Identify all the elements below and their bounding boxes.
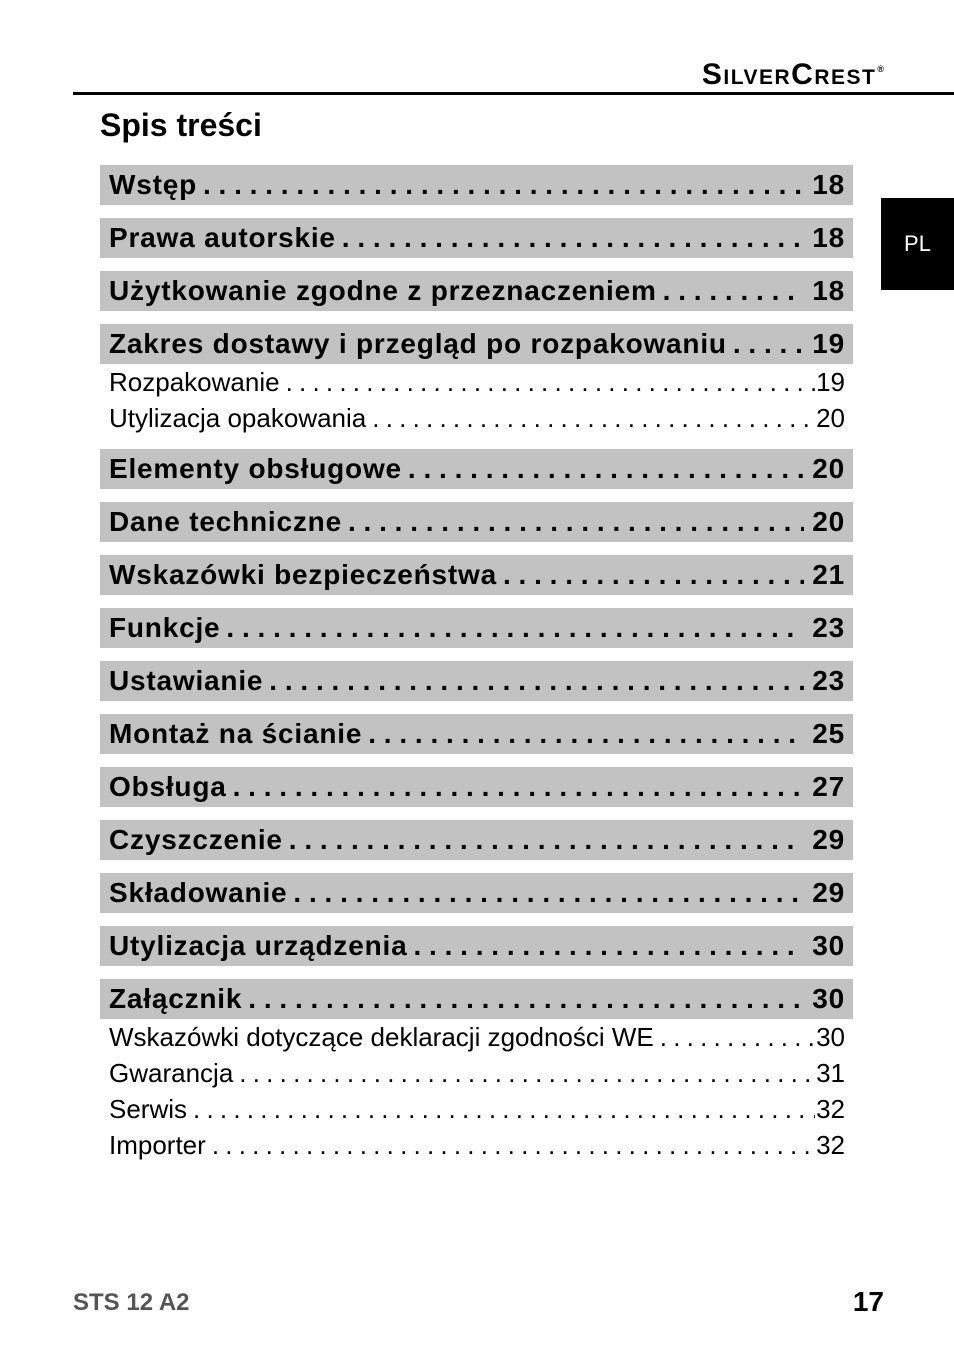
toc-subsection-page: 32 (816, 1094, 845, 1124)
toc-entry-skladowanie (100, 873, 853, 913)
toc-section-bar (100, 165, 853, 205)
dot-leader (193, 1091, 815, 1127)
toc-subentry-importer (100, 1127, 853, 1163)
brand-name: SilverCrest (701, 58, 877, 91)
dot-leader (660, 1019, 815, 1055)
toc-subsection-title: Gwarancja (109, 1058, 234, 1088)
toc-subsection-page: 20 (816, 403, 845, 433)
toc-entry-uzytkowanie (100, 271, 853, 311)
toc-section-bar (100, 324, 853, 364)
dot-leader (203, 165, 804, 205)
dot-leader (212, 1127, 815, 1163)
toc-entry-prawa-autorskie (100, 218, 853, 258)
toc-section-page: 29 (812, 877, 845, 908)
registered-mark: ® (877, 64, 884, 74)
dot-leader (372, 400, 815, 436)
toc-entry-zalacznik (100, 979, 853, 1163)
toc-section-title: Wskazówki bezpieczeństwa (109, 559, 497, 590)
toc-subsection-page: 19 (816, 367, 845, 397)
toc-section-page: 20 (812, 453, 845, 484)
dot-leader (248, 979, 804, 1019)
toc-section-title: Zakres dostawy i przegląd po rozpakowaniu (109, 328, 727, 359)
toc-section-page: 23 (812, 612, 845, 643)
dot-leader (733, 324, 804, 364)
toc-section-page: 23 (812, 665, 845, 696)
toc-section-bar (100, 271, 853, 311)
brand-logo (702, 51, 884, 93)
toc-section-page: 18 (812, 275, 845, 306)
toc-entry-funkcje (100, 608, 853, 648)
toc-subentry-utylizacja-opakowania (100, 400, 853, 436)
toc-subentry-serwis (100, 1091, 853, 1127)
toc-subentry-rozpakowanie (100, 364, 853, 400)
toc-section-title: Prawa autorskie (109, 222, 336, 253)
toc-section-page: 18 (812, 222, 845, 253)
toc-section-bar (100, 873, 853, 913)
toc-section-title: Utylizacja urządzenia (109, 930, 408, 961)
toc-section-title: Użytkowanie zgodne z przeznaczeniem (109, 275, 657, 306)
table-of-contents (100, 165, 853, 1176)
toc-section-bar (100, 449, 853, 489)
toc-section-page: 29 (812, 824, 845, 855)
toc-section-bar (100, 218, 853, 258)
toc-subsection-page: 30 (816, 1022, 845, 1052)
toc-section-title: Załącznik (109, 983, 243, 1014)
toc-section-title: Funkcje (109, 612, 221, 643)
toc-section-bar (100, 608, 853, 648)
toc-subentry-deklaracja-zgodnosci (100, 1019, 853, 1055)
toc-section-title: Ustawianie (109, 665, 264, 696)
toc-section-page: 21 (812, 559, 845, 590)
dot-leader (663, 271, 805, 311)
toc-section-bar (100, 926, 853, 966)
toc-section-title: Montaż na ścianie (109, 718, 363, 749)
dot-leader (503, 555, 804, 595)
toc-entry-wskazowki-bezpieczenstwa (100, 555, 853, 595)
toc-section-page: 20 (812, 506, 845, 537)
toc-entry-montaz-na-scianie (100, 714, 853, 754)
toc-section-title: Składowanie (109, 877, 288, 908)
toc-section-bar (100, 661, 853, 701)
toc-section-bar (100, 767, 853, 807)
dot-leader (233, 767, 805, 807)
toc-section-bar (100, 979, 853, 1019)
toc-entry-zakres-dostawy (100, 324, 853, 436)
toc-section-title: Obsługa (109, 771, 227, 802)
dot-leader (408, 449, 804, 489)
footer-model-number: STS 12 A2 (73, 1289, 190, 1316)
toc-section-bar (100, 502, 853, 542)
header-rule (73, 92, 954, 95)
dot-leader (342, 218, 804, 258)
dot-leader (348, 502, 804, 542)
toc-section-bar (100, 820, 853, 860)
dot-leader (368, 714, 804, 754)
toc-entry-obsluga (100, 767, 853, 807)
toc-section-page: 19 (812, 328, 845, 359)
dot-leader (269, 661, 804, 701)
dot-leader (286, 364, 816, 400)
toc-entry-ustawianie (100, 661, 853, 701)
toc-section-bar (100, 555, 853, 595)
toc-section-title: Dane techniczne (109, 506, 342, 537)
toc-entry-czyszczenie (100, 820, 853, 860)
dot-leader (289, 820, 804, 860)
page-title: Spis treści (100, 107, 262, 143)
toc-entry-dane-techniczne (100, 502, 853, 542)
toc-entry-utylizacja-urzadzenia (100, 926, 853, 966)
toc-subsection-page: 31 (816, 1058, 845, 1088)
dot-leader (413, 926, 804, 966)
footer-page-number: 17 (852, 1286, 884, 1317)
toc-section-page: 30 (812, 983, 845, 1014)
toc-entry-elementy-obslugowe (100, 449, 853, 489)
toc-subsection-title: Utylizacja opakowania (109, 403, 367, 433)
toc-section-page: 18 (812, 169, 845, 200)
toc-subsection-page: 32 (816, 1130, 845, 1160)
dot-leader (293, 873, 804, 913)
toc-section-page: 27 (812, 771, 845, 802)
toc-section-title: Czyszczenie (109, 824, 283, 855)
toc-subentry-gwarancja (100, 1055, 853, 1091)
toc-subsection-title: Rozpakowanie (109, 367, 280, 397)
toc-entry-wstep (100, 165, 853, 205)
toc-section-page: 30 (812, 930, 845, 961)
toc-section-page: 25 (812, 718, 845, 749)
dot-leader (226, 608, 804, 648)
toc-section-bar (100, 714, 853, 754)
toc-subsection-title: Wskazówki dotyczące deklaracji zgodności WE (109, 1022, 654, 1052)
dot-leader (239, 1055, 815, 1091)
toc-subsection-title: Serwis (109, 1094, 188, 1124)
toc-section-title: Wstęp (109, 169, 197, 200)
toc-subsection-title: Importer (109, 1130, 206, 1160)
language-tab: PL (881, 198, 954, 290)
toc-section-title: Elementy obsługowe (109, 453, 402, 484)
